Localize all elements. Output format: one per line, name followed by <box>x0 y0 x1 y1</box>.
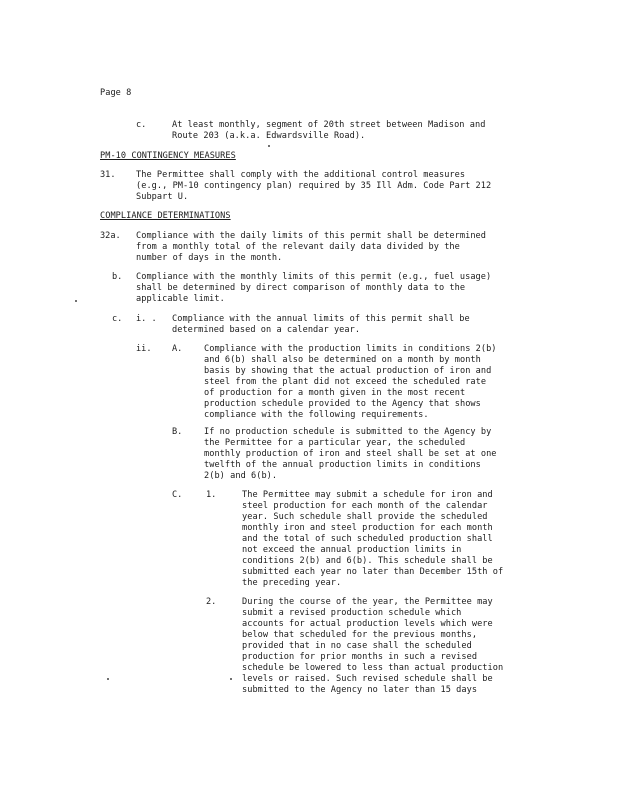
cond32b-number: b. <box>112 272 123 282</box>
cond31-line-1: The Permittee shall comply with the additional control measures <box>136 170 466 180</box>
item-c-line-1: At least monthly, segment of 20th street between Madison and <box>172 120 486 130</box>
subsection-c-2-line-8: levels or raised. Such revised schedule shall be <box>242 674 493 684</box>
subsection-c-2-label: 2. <box>206 597 217 607</box>
scan-speck <box>230 678 232 680</box>
subsection-b-line-5: 2(b) and 6(b). <box>204 471 278 481</box>
subsection-c-2-line-5: provided that in no case shall the scheduled <box>242 641 472 651</box>
cond32c-i-line-1: Compliance with the annual limits of this permit shall be <box>172 314 470 324</box>
subsection-c-2-line-3: accounts for actual production levels which were <box>242 619 493 629</box>
subsection-a-line-6: production schedule provided to the Agency that shows <box>204 399 481 409</box>
subsection-c-1-line-1: The Permittee may submit a schedule for iron and <box>242 490 493 500</box>
subsection-c-1-line-5: and the total of such scheduled production shall <box>242 534 493 544</box>
subsection-a-line-5: of production for a month given in the most recent <box>204 388 466 398</box>
cond32b-line-3: applicable limit. <box>136 294 225 304</box>
subsection-c-2-line-9: submitted to the Agency no later than 15 days <box>242 685 478 695</box>
subsection-a-line-4: steel from the plant did not exceed the scheduled rate <box>204 377 487 387</box>
subsection-c-1-line-9: the preceding year. <box>242 578 342 588</box>
compliance-heading: COMPLIANCE DETERMINATIONS <box>100 211 231 221</box>
subsection-b-line-1: If no production schedule is submitted to the Agency by <box>204 427 492 437</box>
subsection-c-1-line-3: year. Such schedule shall provide the scheduled <box>242 512 488 522</box>
subsection-c-2-line-2: submit a revised production schedule which <box>242 608 462 618</box>
subsection-c-2-line-7: schedule be lowered to less than actual production <box>242 663 504 673</box>
cond32a-line-3: number of days in the month. <box>136 253 283 263</box>
subsection-a-line-7: compliance with the following requirements. <box>204 410 429 420</box>
subsection-c-1-label: 1. <box>206 490 217 500</box>
cond32c-ii-label: ii. <box>136 344 152 354</box>
subsection-a-line-3: basis by showing that the actual production of iron and <box>204 366 492 376</box>
cond32c-number: c. <box>112 314 123 324</box>
cond32a-line-2: from a monthly total of the relevant daily data divided by the <box>136 242 460 252</box>
subsection-b-label: B. <box>172 427 183 437</box>
item-c-label: c. <box>136 120 147 130</box>
cond32b-line-2: shall be determined by direct comparison of monthly data to the <box>136 283 466 293</box>
scan-speck <box>268 145 270 147</box>
cond31-line-3: Subpart U. <box>136 192 189 202</box>
subsection-c-1-line-8: submitted each year no later than December 15th of <box>242 567 504 577</box>
cond32c-i-label: i. . <box>136 314 157 324</box>
subsection-c-2-line-4: below that scheduled for the previous months, <box>242 630 478 640</box>
pm10-heading: PM-10 CONTINGENCY MEASURES <box>100 151 236 161</box>
subsection-c-1-line-4: monthly iron and steel production for each month <box>242 523 493 533</box>
subsection-c-2-line-6: production for prior months in such a revised <box>242 652 478 662</box>
subsection-a-line-2: and 6(b) shall also be determined on a month by month <box>204 355 481 365</box>
subsection-a-line-1: Compliance with the production limits in conditions 2(b) <box>204 344 497 354</box>
cond32c-i-line-2: determined based on a calendar year. <box>172 325 361 335</box>
scan-speck <box>75 300 77 302</box>
subsection-c-label: C. <box>172 490 183 500</box>
cond32b-line-1: Compliance with the monthly limits of this permit (e.g., fuel usage) <box>136 272 492 282</box>
item-c-line-2: Route 203 (a.k.a. Edwardsville Road). <box>172 131 366 141</box>
subsection-c-1-line-2: steel production for each month of the calendar <box>242 501 488 511</box>
cond31-line-2: (e.g., PM-10 contingency plan) required by 35 Ill Adm. Code Part 212 <box>136 181 492 191</box>
subsection-b-line-2: the Permittee for a particular year, the scheduled <box>204 438 466 448</box>
cond31-number: 31. <box>100 170 116 180</box>
cond32a-line-1: Compliance with the daily limits of this permit shall be determined <box>136 231 486 241</box>
subsection-c-1-line-7: conditions 2(b) and 6(b). This schedule shall be <box>242 556 493 566</box>
subsection-b-line-3: monthly production of iron and steel shall be set at one <box>204 449 497 459</box>
subsection-c-2-line-1: During the course of the year, the Permittee may <box>242 597 493 607</box>
cond32a-number: 32a. <box>100 231 121 241</box>
subsection-b-line-4: twelfth of the annual production limits in conditions <box>204 460 481 470</box>
page-label: Page 8 <box>100 88 132 98</box>
subsection-c-1-line-6: not exceed the annual production limits in <box>242 545 462 555</box>
subsection-a-label: A. <box>172 344 183 354</box>
scan-speck <box>107 678 109 680</box>
